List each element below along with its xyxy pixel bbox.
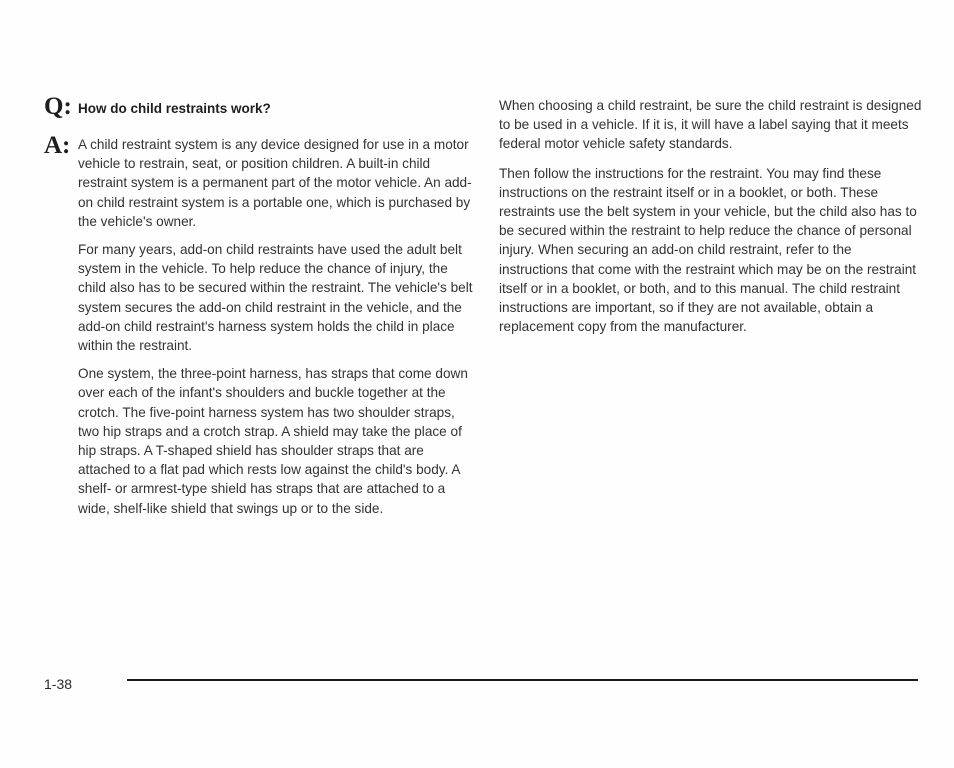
answer-label: A: bbox=[44, 132, 71, 159]
right-paragraph: Then follow the instructions for the restraint. You may find these instructions on the restraint itself or in a booklet, or both. These restraints use the belt system in your vehicle, but the child also has to be secured within the restraint to help reduce the chance of personal injury. When securing an add-on child restraint, refer to the instructions that come with the restraint which may be on the restraint itself or in a booklet, or both, and to this manual. The child restraint instructions are important, so if they are not available, obtain a replacement copy from the manufacturer. bbox=[499, 165, 917, 335]
page-number: 1-38 bbox=[44, 676, 73, 692]
left-paragraph: For many years, add-on child restraints have used the adult belt system in the vehicle. To help reduce the chance of injury, the child also has to be secured within the restraint. The vehicle's belt system secures the add-on child restraint in the vehicle, and the add-on child restraint's harness system holds the child in place within the restraint. bbox=[78, 242, 473, 354]
left-paragraph: One system, the three-point harness, has straps that come down over each of the infant's shoulders and buckle together at the crotch. The five-point harness system has two shoulder straps, two hip straps and a crotch strap. A shield may take the place of hip straps. A T-shaped shield has shoulder straps that are attached to a flat pad which rests low against the child's body. A shelf- or armrest-type shield has straps that are attached to a wide, shelf-like shield that swings up or to the side. bbox=[78, 366, 468, 516]
answer-text: A child restraint system is any device designed for use in a motor vehicle to restrain, seat, or position children. A built-in child restraint system is a permanent part of the motor vehicle. An add-on child restraint system is a portable one, which is purchased by the vehicle's owner. bbox=[78, 137, 472, 229]
question-row bbox=[44, 93, 474, 120]
answer-row bbox=[44, 132, 474, 231]
right-column bbox=[499, 96, 924, 346]
footer-divider bbox=[127, 679, 918, 681]
question-text: How do child restraints work? bbox=[78, 101, 271, 116]
left-column bbox=[44, 93, 474, 518]
right-paragraph: When choosing a child restraint, be sure the child restraint is designed to be used in a vehicle. If it is, it will have a label saying that it meets federal motor vehicle safety standards. bbox=[499, 98, 922, 152]
question-label: Q: bbox=[44, 93, 72, 120]
